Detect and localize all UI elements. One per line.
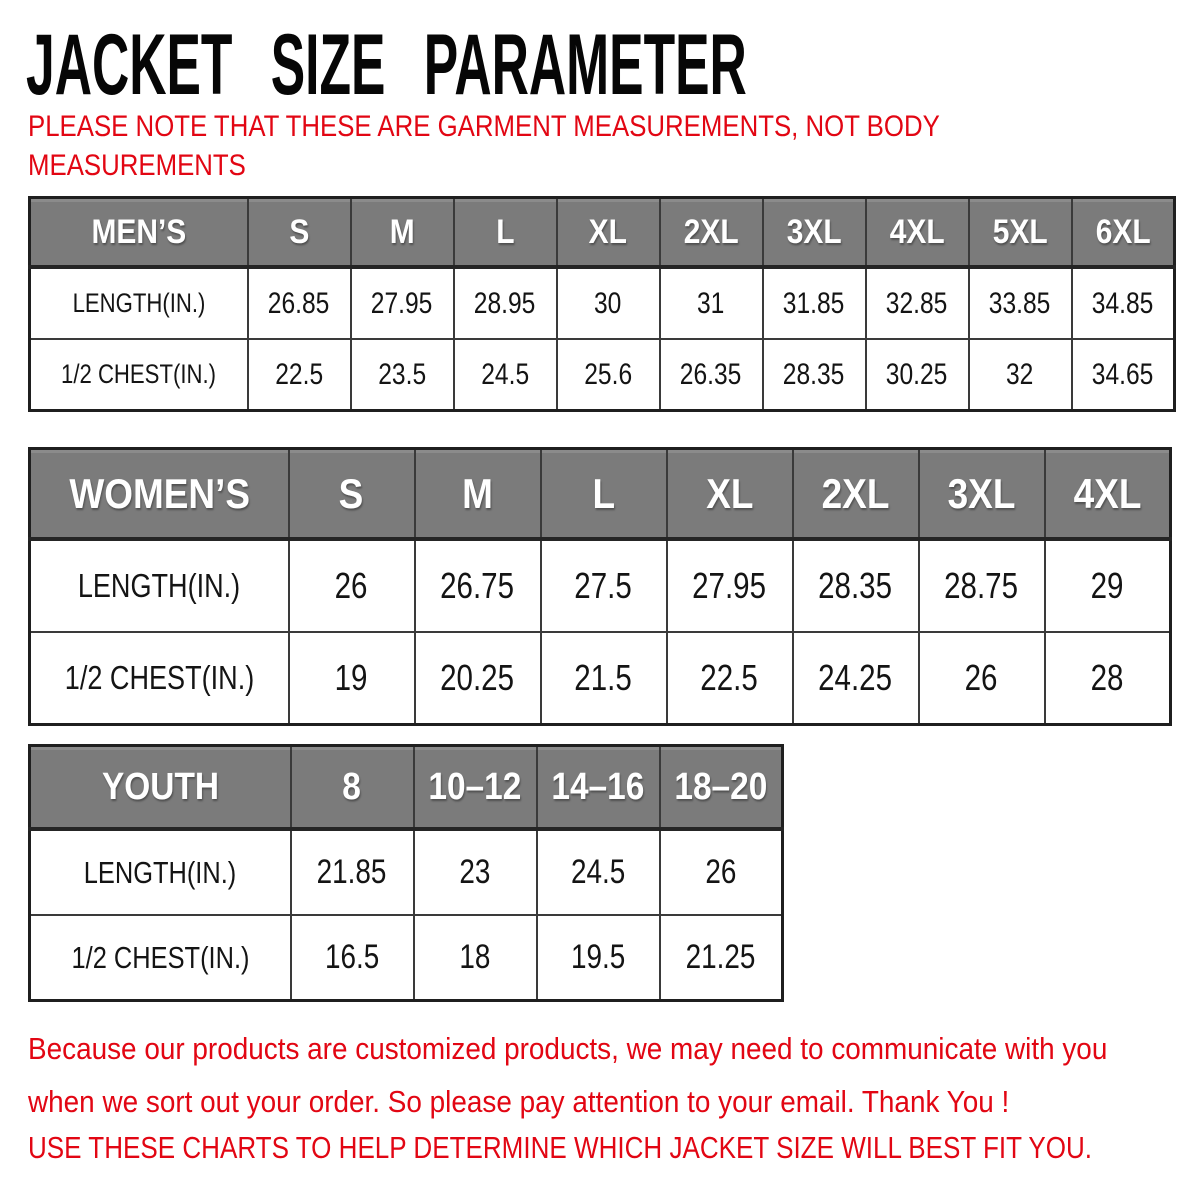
womens-chest-value: 26 [919, 632, 1045, 725]
womens-length-value: 26.75 [415, 539, 541, 632]
womens-length-value: 28.75 [919, 539, 1045, 632]
mens-chest-value: 25.6 [557, 339, 660, 411]
youth-length-label: LENGTH(IN.) [30, 829, 291, 915]
mens-chest-value: 24.5 [454, 339, 557, 411]
mens-length-value: 31 [660, 267, 763, 339]
mens-length-value: 33.85 [969, 267, 1072, 339]
mens-size-header-4xl: 4XL [866, 198, 969, 268]
mens-size-header-5xl: 5XL [969, 198, 1072, 268]
mens-table-title: MEN’S [30, 198, 248, 268]
mens-length-label: LENGTH(IN.) [30, 267, 248, 339]
youth-length-row [30, 829, 783, 915]
mens-length-value: 27.95 [351, 267, 454, 339]
mens-length-value: 31.85 [763, 267, 866, 339]
mens-size-header-3xl: 3XL [763, 198, 866, 268]
mens-length-value: 34.85 [1072, 267, 1175, 339]
use-charts-note: USE THESE CHARTS TO HELP DETERMINE WHICH JACKET SIZE WILL BEST FIT YOU. [28, 1130, 1093, 1165]
mens-length-row [30, 267, 1175, 339]
mens-length-value: 32.85 [866, 267, 969, 339]
youth-size-header-14-16: 14–16 [537, 746, 660, 830]
mens-chest-label: 1/2 CHEST(IN.) [30, 339, 248, 411]
note-line-2: MEASUREMENTS [28, 149, 246, 182]
womens-length-value: 28.35 [793, 539, 919, 632]
womens-size-header-s: S [289, 449, 415, 540]
womens-size-header-4xl: 4XL [1045, 449, 1171, 540]
youth-size-header-18-20: 18–20 [660, 746, 783, 830]
youth-chest-row [30, 915, 783, 1001]
mens-size-header-s: S [248, 198, 351, 268]
womens-size-header-3xl: 3XL [919, 449, 1045, 540]
youth-length-value: 26 [660, 829, 783, 915]
womens-chest-value: 24.25 [793, 632, 919, 725]
womens-length-row [30, 539, 1171, 632]
page-title: JACKET SIZE PARAMETER [26, 17, 747, 113]
youth-size-header-10-12: 10–12 [414, 746, 537, 830]
youth-chest-value: 21.25 [660, 915, 783, 1001]
mens-chest-value: 30.25 [866, 339, 969, 411]
youth-table-title: YOUTH [30, 746, 291, 830]
mens-chest-row [30, 339, 1175, 411]
womens-size-header-l: L [541, 449, 667, 540]
womens-length-value: 27.5 [541, 539, 667, 632]
womens-size-header-xl: XL [667, 449, 793, 540]
womens-length-label: LENGTH(IN.) [30, 539, 289, 632]
youth-chest-value: 16.5 [291, 915, 414, 1001]
womens-length-value: 27.95 [667, 539, 793, 632]
para-line-1: Because our products are customized products, we may need to communicate with you [28, 1031, 1108, 1066]
mens-chest-value: 26.35 [660, 339, 763, 411]
youth-header-row [30, 746, 783, 830]
mens-length-value: 26.85 [248, 267, 351, 339]
womens-size-header-m: M [415, 449, 541, 540]
mens-chest-value: 34.65 [1072, 339, 1175, 411]
youth-size-table [28, 744, 784, 1002]
mens-size-header-6xl: 6XL [1072, 198, 1175, 268]
youth-length-value: 23 [414, 829, 537, 915]
womens-chest-value: 19 [289, 632, 415, 725]
womens-size-header-2xl: 2XL [793, 449, 919, 540]
youth-chest-value: 18 [414, 915, 537, 1001]
mens-size-table [28, 196, 1176, 412]
mens-size-header-m: M [351, 198, 454, 268]
mens-size-header-xl: XL [557, 198, 660, 268]
youth-length-value: 21.85 [291, 829, 414, 915]
note-line-1: PLEASE NOTE THAT THESE ARE GARMENT MEASUREMENTS, NOT BODY [28, 110, 940, 143]
womens-chest-label: 1/2 CHEST(IN.) [30, 632, 289, 725]
customized-products-note [28, 1022, 1107, 1128]
youth-size-header-8: 8 [291, 746, 414, 830]
womens-chest-value: 28 [1045, 632, 1171, 725]
womens-chest-value: 22.5 [667, 632, 793, 725]
womens-chest-value: 20.25 [415, 632, 541, 725]
mens-size-header-2xl: 2XL [660, 198, 763, 268]
mens-size-header-l: L [454, 198, 557, 268]
mens-length-value: 30 [557, 267, 660, 339]
womens-header-row [30, 449, 1171, 540]
mens-chest-value: 23.5 [351, 339, 454, 411]
para-line-2: when we sort out your order. So please pay attention to your email. Thank You ! [28, 1084, 1010, 1119]
womens-chest-row [30, 632, 1171, 725]
womens-table-title: WOMEN’S [30, 449, 289, 540]
womens-length-value: 29 [1045, 539, 1171, 632]
mens-chest-value: 22.5 [248, 339, 351, 411]
youth-chest-label: 1/2 CHEST(IN.) [30, 915, 291, 1001]
mens-chest-value: 28.35 [763, 339, 866, 411]
mens-chest-value: 32 [969, 339, 1072, 411]
womens-chest-value: 21.5 [541, 632, 667, 725]
womens-length-value: 26 [289, 539, 415, 632]
youth-chest-value: 19.5 [537, 915, 660, 1001]
garment-measurement-note [28, 107, 974, 185]
mens-length-value: 28.95 [454, 267, 557, 339]
mens-header-row [30, 198, 1175, 268]
womens-size-table [28, 447, 1172, 726]
youth-length-value: 24.5 [537, 829, 660, 915]
